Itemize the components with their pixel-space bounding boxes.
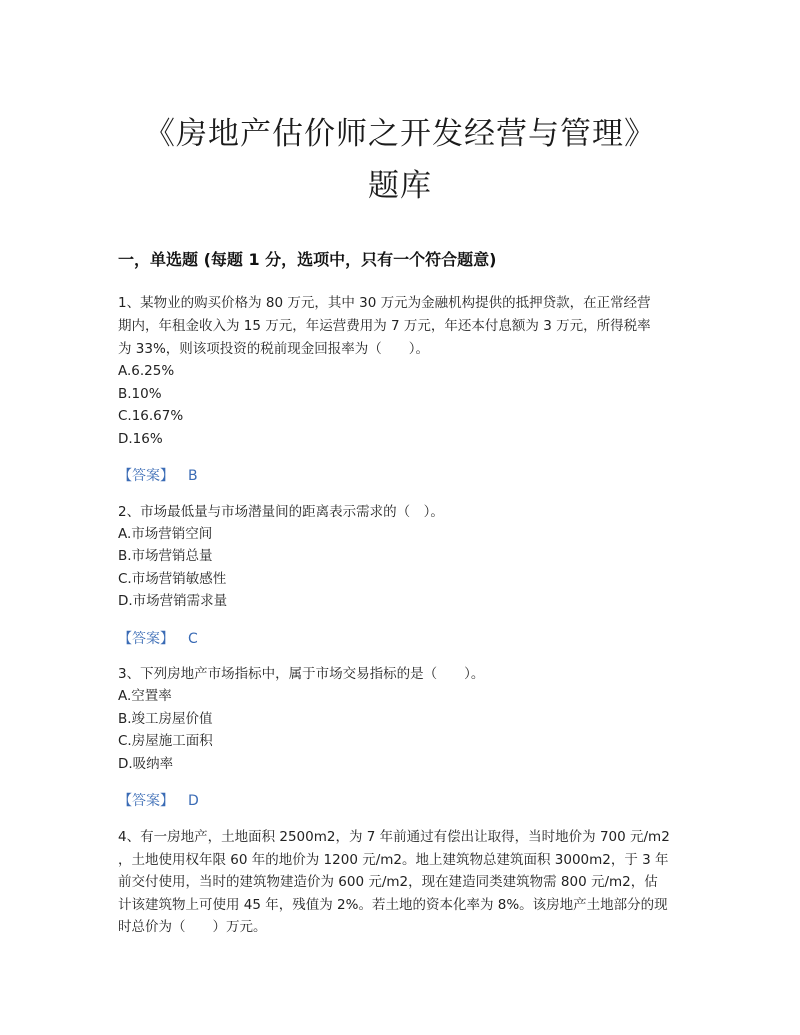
question-3-option-c: C.房屋施工面积 [118, 733, 213, 749]
answer-label: 【答案】 [118, 468, 174, 484]
question-1-stem-line-1: 1、某物业的购买价格为 80 万元，其中 30 万元为金融机构提供的抵押贷款，在正常经营 [118, 295, 651, 311]
question-1-option-b: B.10% [118, 386, 162, 402]
document-subtitle: 题库 [368, 168, 432, 204]
question-4-stem-line-2: ，土地使用权年限 60 年的地价为 1200 元/m2。地上建筑物总建筑面积 3000m2，于 3 年 [118, 852, 669, 868]
question-1-stem-line-3: 为 33%，则该项投资的税前现金回报率为（ ）。 [118, 341, 430, 357]
question-4-stem-line-5: 时总价为（ ）万元。 [118, 919, 267, 935]
question-1-option-a: A.6.25% [118, 363, 175, 379]
question-3-answer [118, 790, 199, 810]
question-3-option-a: A.空置率 [118, 688, 172, 704]
question-2-option-d: D.市场营销需求量 [118, 593, 228, 609]
answer-value: D [188, 793, 199, 809]
question-1-option-d: D.16% [118, 431, 163, 447]
question-2-option-a: A.市场营销空间 [118, 526, 213, 542]
question-2-option-b: B.市场营销总量 [118, 548, 213, 564]
question-2-answer [118, 628, 198, 648]
question-1-option-c: C.16.67% [118, 408, 184, 424]
question-1-answer [118, 465, 198, 485]
document-title: 《房地产估价师之开发经营与管理》 [144, 116, 656, 152]
question-3-option-b: B.竣工房屋价值 [118, 711, 213, 727]
question-2-option-c: C.市场营销敏感性 [118, 571, 227, 587]
question-3-stem-line-1: 3、下列房地产市场指标中，属于市场交易指标的是（ ）。 [118, 666, 485, 682]
question-3-option-d: D.吸纳率 [118, 756, 174, 772]
answer-label: 【答案】 [118, 631, 174, 647]
question-4-stem-line-4: 计该建筑物上可使用 45 年，残值为 2%。若土地的资本化率为 8%。该房地产土地部分的现 [118, 897, 668, 913]
question-2-stem-line-1: 2、市场最低量与市场潜量间的距离表示需求的（ ）。 [118, 504, 444, 520]
answer-label: 【答案】 [118, 793, 174, 809]
question-1-stem-line-2: 期内，年租金收入为 15 万元，年运营费用为 7 万元，年还本付息额为 3 万元，所得税率 [118, 318, 651, 334]
answer-value: B [188, 468, 198, 484]
question-4-stem-line-3: 前交付使用，当时的建筑物建造价为 600 元/m2，现在建造同类建筑物需 800 元/m2，估 [118, 874, 658, 890]
answer-value: C [188, 631, 198, 647]
section-heading: 一，单选题 (每题 1 分，选项中，只有一个符合题意) [118, 250, 497, 269]
question-4-stem-line-1: 4、有一房地产，土地面积 2500m2，为 7 年前通过有偿出让取得，当时地价为 700 元/m2 [118, 829, 670, 845]
